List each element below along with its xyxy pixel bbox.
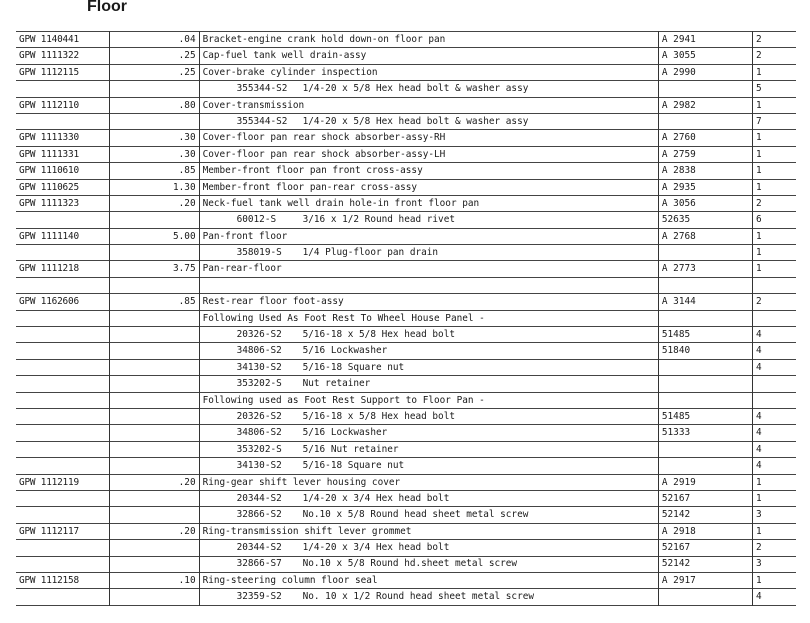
description-cell (199, 212, 658, 228)
price-cell: .85 (109, 294, 199, 310)
table-row (16, 441, 796, 457)
reference-cell: A 2919 (658, 474, 752, 490)
reference-cell: A 2917 (658, 572, 752, 588)
table-row (16, 310, 796, 326)
part-number-cell (16, 507, 109, 523)
price-cell (109, 81, 199, 97)
part-number-cell: GPW 1111140 (19, 230, 79, 242)
part-number-cell: GPW 1110610 (19, 165, 79, 177)
description-cell (199, 540, 658, 556)
description-cell: Cover-brake cylinder inspection (199, 64, 658, 80)
part-number-cell (16, 277, 109, 293)
reference-cell (658, 277, 752, 293)
price-cell (109, 359, 199, 375)
parts-table-body (16, 32, 796, 606)
quantity-cell: 1 (752, 130, 796, 146)
table-row (16, 228, 796, 244)
quantity-cell: 3 (752, 507, 796, 523)
reference-cell (658, 376, 752, 392)
sub-part (203, 117, 529, 126)
quantity-cell: 2 (752, 195, 796, 211)
price-cell: .30 (109, 146, 199, 162)
price-cell: .20 (109, 195, 199, 211)
sub-part-number: 20344-S2 (236, 542, 282, 554)
sub-part-description: 1/4-20 x 5/8 Hex head bolt & washer assy (302, 83, 529, 95)
description-cell (199, 81, 658, 97)
table-row (16, 490, 796, 506)
quantity-cell: 2 (752, 48, 796, 64)
part-number-cell: GPW 1110625 (19, 181, 79, 193)
sub-part (203, 215, 455, 224)
sub-part-number: 20326-S2 (236, 329, 282, 341)
reference-cell (658, 458, 752, 474)
quantity-cell: 4 (752, 458, 796, 474)
sub-part-description: 5/16-18 x 5/8 Hex head bolt (302, 329, 455, 341)
reference-cell: 51333 (658, 425, 752, 441)
reference-cell: A 2768 (658, 228, 752, 244)
description-cell (199, 490, 658, 506)
price-cell (109, 441, 199, 457)
table-row (16, 64, 796, 80)
part-number-cell (16, 392, 109, 408)
table-row (16, 113, 796, 129)
description-cell (199, 507, 658, 523)
reference-cell: 52142 (658, 556, 752, 572)
description-cell (199, 441, 658, 457)
quantity-cell: 1 (752, 474, 796, 490)
part-number-cell (16, 359, 109, 375)
part-number-cell (16, 245, 109, 261)
quantity-cell: 4 (752, 589, 796, 605)
sub-part-number: 60012-S (236, 214, 277, 226)
quantity-cell: 6 (752, 212, 796, 228)
description-cell: Bracket-engine crank hold down-on floor pan (199, 32, 658, 48)
part-number-cell (16, 425, 109, 441)
reference-cell: A 2935 (658, 179, 752, 195)
sub-part (203, 363, 405, 372)
sub-part-number: 32866-S7 (236, 558, 282, 570)
reference-cell: A 2759 (658, 146, 752, 162)
table-row (16, 425, 796, 441)
table-row (16, 572, 796, 588)
description-cell: Ring-transmission shift lever grommet (199, 523, 658, 539)
description-cell (199, 376, 658, 392)
sub-part-description: Nut retainer (302, 378, 371, 390)
reference-cell: A 3056 (658, 195, 752, 211)
table-row (16, 212, 796, 228)
quantity-cell: 1 (752, 146, 796, 162)
sub-part-number: 353202-S (236, 443, 282, 455)
reference-cell (658, 81, 752, 97)
price-cell (109, 212, 199, 228)
part-number-cell (16, 408, 109, 424)
price-cell (109, 277, 199, 293)
sub-part-description: No. 10 x 1/2 Round head sheet metal screw (302, 591, 535, 603)
quantity-cell: 5 (752, 81, 796, 97)
part-number-cell (16, 327, 109, 343)
price-cell (109, 556, 199, 572)
price-cell (109, 327, 199, 343)
description-cell (199, 343, 658, 359)
quantity-cell: 1 (752, 97, 796, 113)
quantity-cell: 2 (752, 32, 796, 48)
description-cell (199, 327, 658, 343)
price-cell: .20 (109, 523, 199, 539)
table-row (16, 48, 796, 64)
reference-cell: 52167 (658, 540, 752, 556)
sub-part-description: 5/16 Lockwasher (302, 427, 388, 439)
quantity-cell: 1 (752, 572, 796, 588)
quantity-cell: 1 (752, 64, 796, 80)
part-number-cell: GPW 1111218 (19, 263, 79, 275)
sub-part-number: 34130-S2 (236, 460, 282, 472)
table-row (16, 523, 796, 539)
price-cell (109, 540, 199, 556)
sub-part (203, 445, 399, 454)
quantity-cell: 4 (752, 343, 796, 359)
quantity-cell: 1 (752, 523, 796, 539)
table-row (16, 376, 796, 392)
description-cell: Following Used As Foot Rest To Wheel House Panel - (199, 310, 658, 326)
table-row (16, 408, 796, 424)
quantity-cell (752, 310, 796, 326)
parts-table (16, 31, 796, 606)
sub-part (203, 84, 529, 93)
quantity-cell: 2 (752, 294, 796, 310)
description-cell (199, 245, 658, 261)
sub-part (203, 346, 388, 355)
part-number-cell (16, 81, 109, 97)
description-cell: Pan-front floor (199, 228, 658, 244)
part-number-cell: GPW 1112119 (19, 476, 79, 488)
part-number-cell: GPW 1140441 (19, 33, 79, 45)
table-row (16, 261, 796, 277)
table-row (16, 556, 796, 572)
table-row (16, 458, 796, 474)
description-cell: Cover-floor pan rear shock absorber-assy-RH (199, 130, 658, 146)
table-row (16, 540, 796, 556)
part-number-cell: GPW 1111330 (19, 132, 79, 144)
quantity-cell: 4 (752, 441, 796, 457)
reference-cell (658, 589, 752, 605)
price-cell (109, 376, 199, 392)
reference-cell: 51485 (658, 327, 752, 343)
reference-cell: 51840 (658, 343, 752, 359)
price-cell (109, 113, 199, 129)
sub-part-number: 358019-S (236, 247, 282, 259)
reference-cell: A 2990 (658, 64, 752, 80)
part-number-cell: GPW 1112117 (19, 525, 79, 537)
quantity-cell: 1 (752, 245, 796, 261)
sub-part (203, 510, 529, 519)
reference-cell: 52167 (658, 490, 752, 506)
description-cell: Pan-rear-floor (199, 261, 658, 277)
description-cell: Neck-fuel tank well drain hole-in front floor pan (199, 195, 658, 211)
sub-part (203, 543, 450, 552)
description-cell: Rest-rear floor foot-assy (199, 294, 658, 310)
sub-part (203, 412, 455, 421)
price-cell (109, 245, 199, 261)
table-row (16, 81, 796, 97)
table-row (16, 343, 796, 359)
part-number-cell (16, 212, 109, 228)
description-cell: Ring-gear shift lever housing cover (199, 474, 658, 490)
sub-part-number: 34130-S2 (236, 361, 282, 373)
price-cell: .20 (109, 474, 199, 490)
sub-part (203, 248, 438, 257)
sub-part-description: 1/4 Plug-floor pan drain (302, 247, 439, 259)
reference-cell (658, 245, 752, 261)
table-row (16, 474, 796, 490)
quantity-cell (752, 277, 796, 293)
quantity-cell: 1 (752, 490, 796, 506)
part-number-cell (16, 556, 109, 572)
reference-cell: A 2918 (658, 523, 752, 539)
sub-part-description: 3/16 x 1/2 Round head rivet (302, 214, 455, 226)
reference-cell (658, 441, 752, 457)
quantity-cell: 1 (752, 163, 796, 179)
description-cell: Ring-steering column floor seal (199, 572, 658, 588)
sub-part (203, 428, 388, 437)
price-cell (109, 458, 199, 474)
table-row (16, 130, 796, 146)
price-cell (109, 490, 199, 506)
part-number-cell (16, 310, 109, 326)
sub-part (203, 559, 517, 568)
sub-part (203, 330, 455, 339)
description-cell (199, 556, 658, 572)
reference-cell (658, 113, 752, 129)
reference-cell: A 2838 (658, 163, 752, 179)
table-row (16, 359, 796, 375)
table-row (16, 163, 796, 179)
description-cell: Member-front floor pan front cross-assy (199, 163, 658, 179)
reference-cell (658, 392, 752, 408)
sub-part (203, 592, 534, 601)
quantity-cell: 3 (752, 556, 796, 572)
description-cell (199, 277, 658, 293)
price-cell: 3.75 (109, 261, 199, 277)
sub-part-number: 355344-S2 (236, 83, 288, 95)
part-number-cell (16, 589, 109, 605)
reference-cell (658, 359, 752, 375)
part-number-cell (16, 458, 109, 474)
sub-part-description: 5/16-18 x 5/8 Hex head bolt (302, 410, 455, 422)
table-row (16, 32, 796, 48)
quantity-cell: 1 (752, 261, 796, 277)
reference-cell: A 2941 (658, 32, 752, 48)
table-row (16, 179, 796, 195)
price-cell: .04 (109, 32, 199, 48)
reference-cell: 51485 (658, 408, 752, 424)
quantity-cell: 4 (752, 425, 796, 441)
sub-part-description: 5/16-18 Square nut (302, 361, 405, 373)
reference-cell: A 3144 (658, 294, 752, 310)
price-cell: .10 (109, 572, 199, 588)
sub-part-number: 353202-S (236, 378, 282, 390)
table-row (16, 146, 796, 162)
reference-cell: A 2760 (658, 130, 752, 146)
sub-part (203, 461, 405, 470)
reference-cell: 52635 (658, 212, 752, 228)
table-row (16, 327, 796, 343)
quantity-cell: 4 (752, 408, 796, 424)
price-cell (109, 343, 199, 359)
price-cell: .30 (109, 130, 199, 146)
sub-part-description: No.10 x 5/8 Round hd.sheet metal screw (302, 558, 518, 570)
sub-part-description: 5/16 Lockwasher (302, 345, 388, 357)
sub-part-number: 34806-S2 (236, 427, 282, 439)
sub-part (203, 494, 450, 503)
quantity-cell: 4 (752, 327, 796, 343)
table-row (16, 392, 796, 408)
price-cell: .25 (109, 64, 199, 80)
sub-part-number: 34806-S2 (236, 345, 282, 357)
table-row (16, 97, 796, 113)
part-number-cell (16, 343, 109, 359)
price-cell: 1.30 (109, 179, 199, 195)
sub-part-description: 5/16 Nut retainer (302, 443, 399, 455)
price-cell (109, 507, 199, 523)
table-row (16, 294, 796, 310)
sub-part-number: 20326-S2 (236, 410, 282, 422)
sub-part-description: 5/16-18 Square nut (302, 460, 405, 472)
part-number-cell: GPW 1112110 (19, 99, 79, 111)
price-cell (109, 392, 199, 408)
table-row (16, 277, 796, 293)
description-cell (199, 589, 658, 605)
description-cell (199, 425, 658, 441)
quantity-cell: 4 (752, 359, 796, 375)
part-number-cell (16, 441, 109, 457)
reference-cell: A 2773 (658, 261, 752, 277)
price-cell (109, 425, 199, 441)
price-cell: .80 (109, 97, 199, 113)
table-row (16, 507, 796, 523)
description-cell: Cover-floor pan rear shock absorber-assy-LH (199, 146, 658, 162)
part-number-cell: GPW 1112158 (19, 574, 79, 586)
sub-part-number: 32359-S2 (236, 591, 282, 603)
part-number-cell (16, 540, 109, 556)
reference-cell: A 3055 (658, 48, 752, 64)
part-number-cell (16, 376, 109, 392)
reference-cell: A 2982 (658, 97, 752, 113)
part-number-cell: GPW 1162606 (19, 296, 79, 308)
sub-part (203, 379, 371, 388)
quantity-cell: 1 (752, 179, 796, 195)
quantity-cell (752, 376, 796, 392)
reference-cell (658, 310, 752, 326)
description-cell: Following used as Foot Rest Support to Floor Pan - (199, 392, 658, 408)
price-cell: 5.00 (109, 228, 199, 244)
sub-part-description: 1/4-20 x 3/4 Hex head bolt (302, 542, 450, 554)
description-cell (199, 359, 658, 375)
reference-cell: 52142 (658, 507, 752, 523)
table-row (16, 245, 796, 261)
part-number-cell: GPW 1111322 (19, 50, 79, 62)
sub-part-description: No.10 x 5/8 Round head sheet metal screw (302, 509, 529, 521)
description-cell (199, 408, 658, 424)
table-row (16, 589, 796, 605)
quantity-cell (752, 392, 796, 408)
quantity-cell: 2 (752, 540, 796, 556)
part-number-cell: GPW 1111323 (19, 197, 79, 209)
table-row (16, 195, 796, 211)
description-cell: Cap-fuel tank well drain-assy (199, 48, 658, 64)
sub-part-description: 1/4-20 x 3/4 Hex head bolt (302, 492, 450, 504)
price-cell (109, 310, 199, 326)
description-cell (199, 458, 658, 474)
description-cell: Cover-transmission (199, 97, 658, 113)
sub-part-number: 32866-S2 (236, 509, 282, 521)
quantity-cell: 1 (752, 228, 796, 244)
sub-part-number: 20344-S2 (236, 492, 282, 504)
part-number-cell: GPW 1111331 (19, 148, 79, 160)
price-cell: .25 (109, 48, 199, 64)
quantity-cell: 7 (752, 113, 796, 129)
description-cell: Member-front floor pan-rear cross-assy (199, 179, 658, 195)
sub-part-number: 355344-S2 (236, 115, 288, 127)
price-cell (109, 589, 199, 605)
price-cell: .85 (109, 163, 199, 179)
description-cell (199, 113, 658, 129)
page-title: Floor (87, 0, 127, 15)
part-number-cell: GPW 1112115 (19, 66, 79, 78)
price-cell (109, 408, 199, 424)
part-number-cell (16, 490, 109, 506)
part-number-cell (16, 113, 109, 129)
sub-part-description: 1/4-20 x 5/8 Hex head bolt & washer assy (302, 115, 529, 127)
